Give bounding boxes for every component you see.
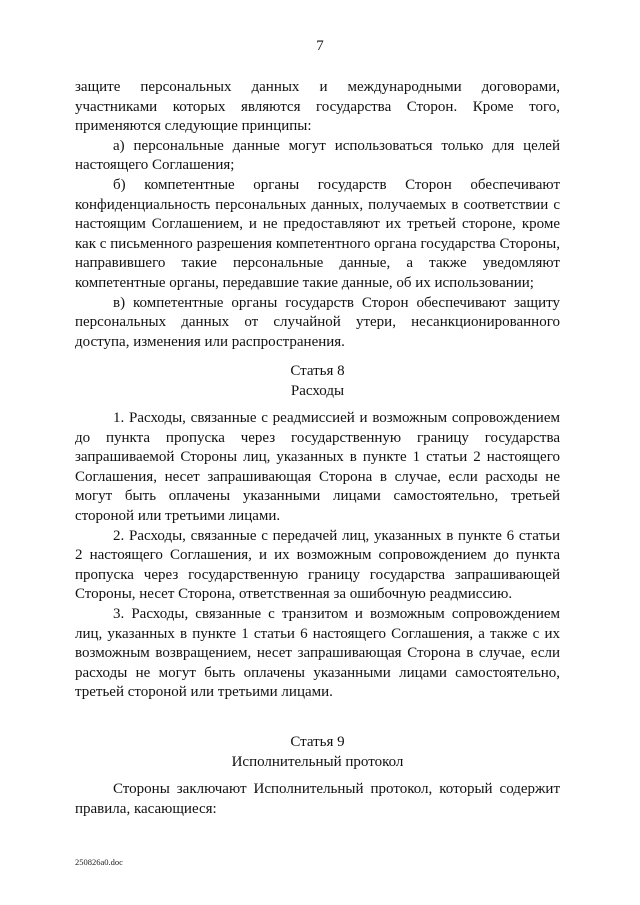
article-8-heading xyxy=(75,361,560,401)
article-8-body xyxy=(75,409,560,703)
article-8-number: Статья 8 xyxy=(290,363,345,379)
document-id: 250826a0.doc xyxy=(75,857,123,867)
article-9-paragraph-1: Стороны заключают Исполнительный протокол, который содержит правила, касающиеся: xyxy=(75,781,560,817)
article-9-body xyxy=(75,780,560,819)
article-9-title: Исполнительный протокол xyxy=(231,754,404,770)
principle-c: в) компетентные органы государств Сторон обеспечивают защиту персональных данных от случайной утери, несанкционированного доступа, изменения или распространения. xyxy=(75,294,560,350)
principle-b: б) компетентные органы государств Сторон обеспечивают конфиденциальность персональных данных, получаемых в соответствии с настоящим Соглашением, и не предоставляют их третьей стороне, кроме как с письменного разрешения компетентного органа государства Стороны, направившего такие персональные данные, а также уведомляют компетентные органы, передавшие такие данные, об их использовании; xyxy=(75,176,560,291)
article-9-heading xyxy=(75,732,560,772)
article-8-paragraph-3: 3. Расходы, связанные с транзитом и возможным сопровождением лиц, указанных в пункте 1 статьи 6 настоящего Соглашения, а также с их возможным возвращением, несет запрашивающая Сторона в случае, если расходы не могут быть оплачены указанными лицами самостоятельно, третьей стороной или третьими лицами. xyxy=(75,605,560,701)
principle-a: а) персональные данные могут использоваться только для целей настоящего Соглашения; xyxy=(75,137,560,174)
intro-paragraph: защите персональных данных и международными договорами, участниками которых являются государства Сторон. Кроме того, применяются следующие принципы: xyxy=(75,79,560,135)
article-9-number: Статья 9 xyxy=(290,734,345,750)
article-8-paragraph-1: 1. Расходы, связанные с реадмиссией и возможным сопровождением до пункта пропуска через государственную границу государства запрашиваемой Стороны лиц, указанных в пункте 1 статьи 2 настоящего Соглашения, несет запрашивающая Сторона в случае, если расходы не могут быть оплачены указанными лицами самостоятельно, третьей стороной или третьими лицами. xyxy=(75,410,560,524)
intro-section xyxy=(75,78,560,352)
article-8-title: Расходы xyxy=(290,383,345,399)
article-8-paragraph-2: 2. Расходы, связанные с передачей лиц, указанных в пункте 6 статьи 2 настоящего Соглашения, и их возможным сопровождением до пункта пропуска через государственную границу государства запрашивающей Стороны, несет Сторона, ответственная за ошибочную реадмиссию. xyxy=(75,527,560,603)
page-number: 7 xyxy=(316,38,324,54)
